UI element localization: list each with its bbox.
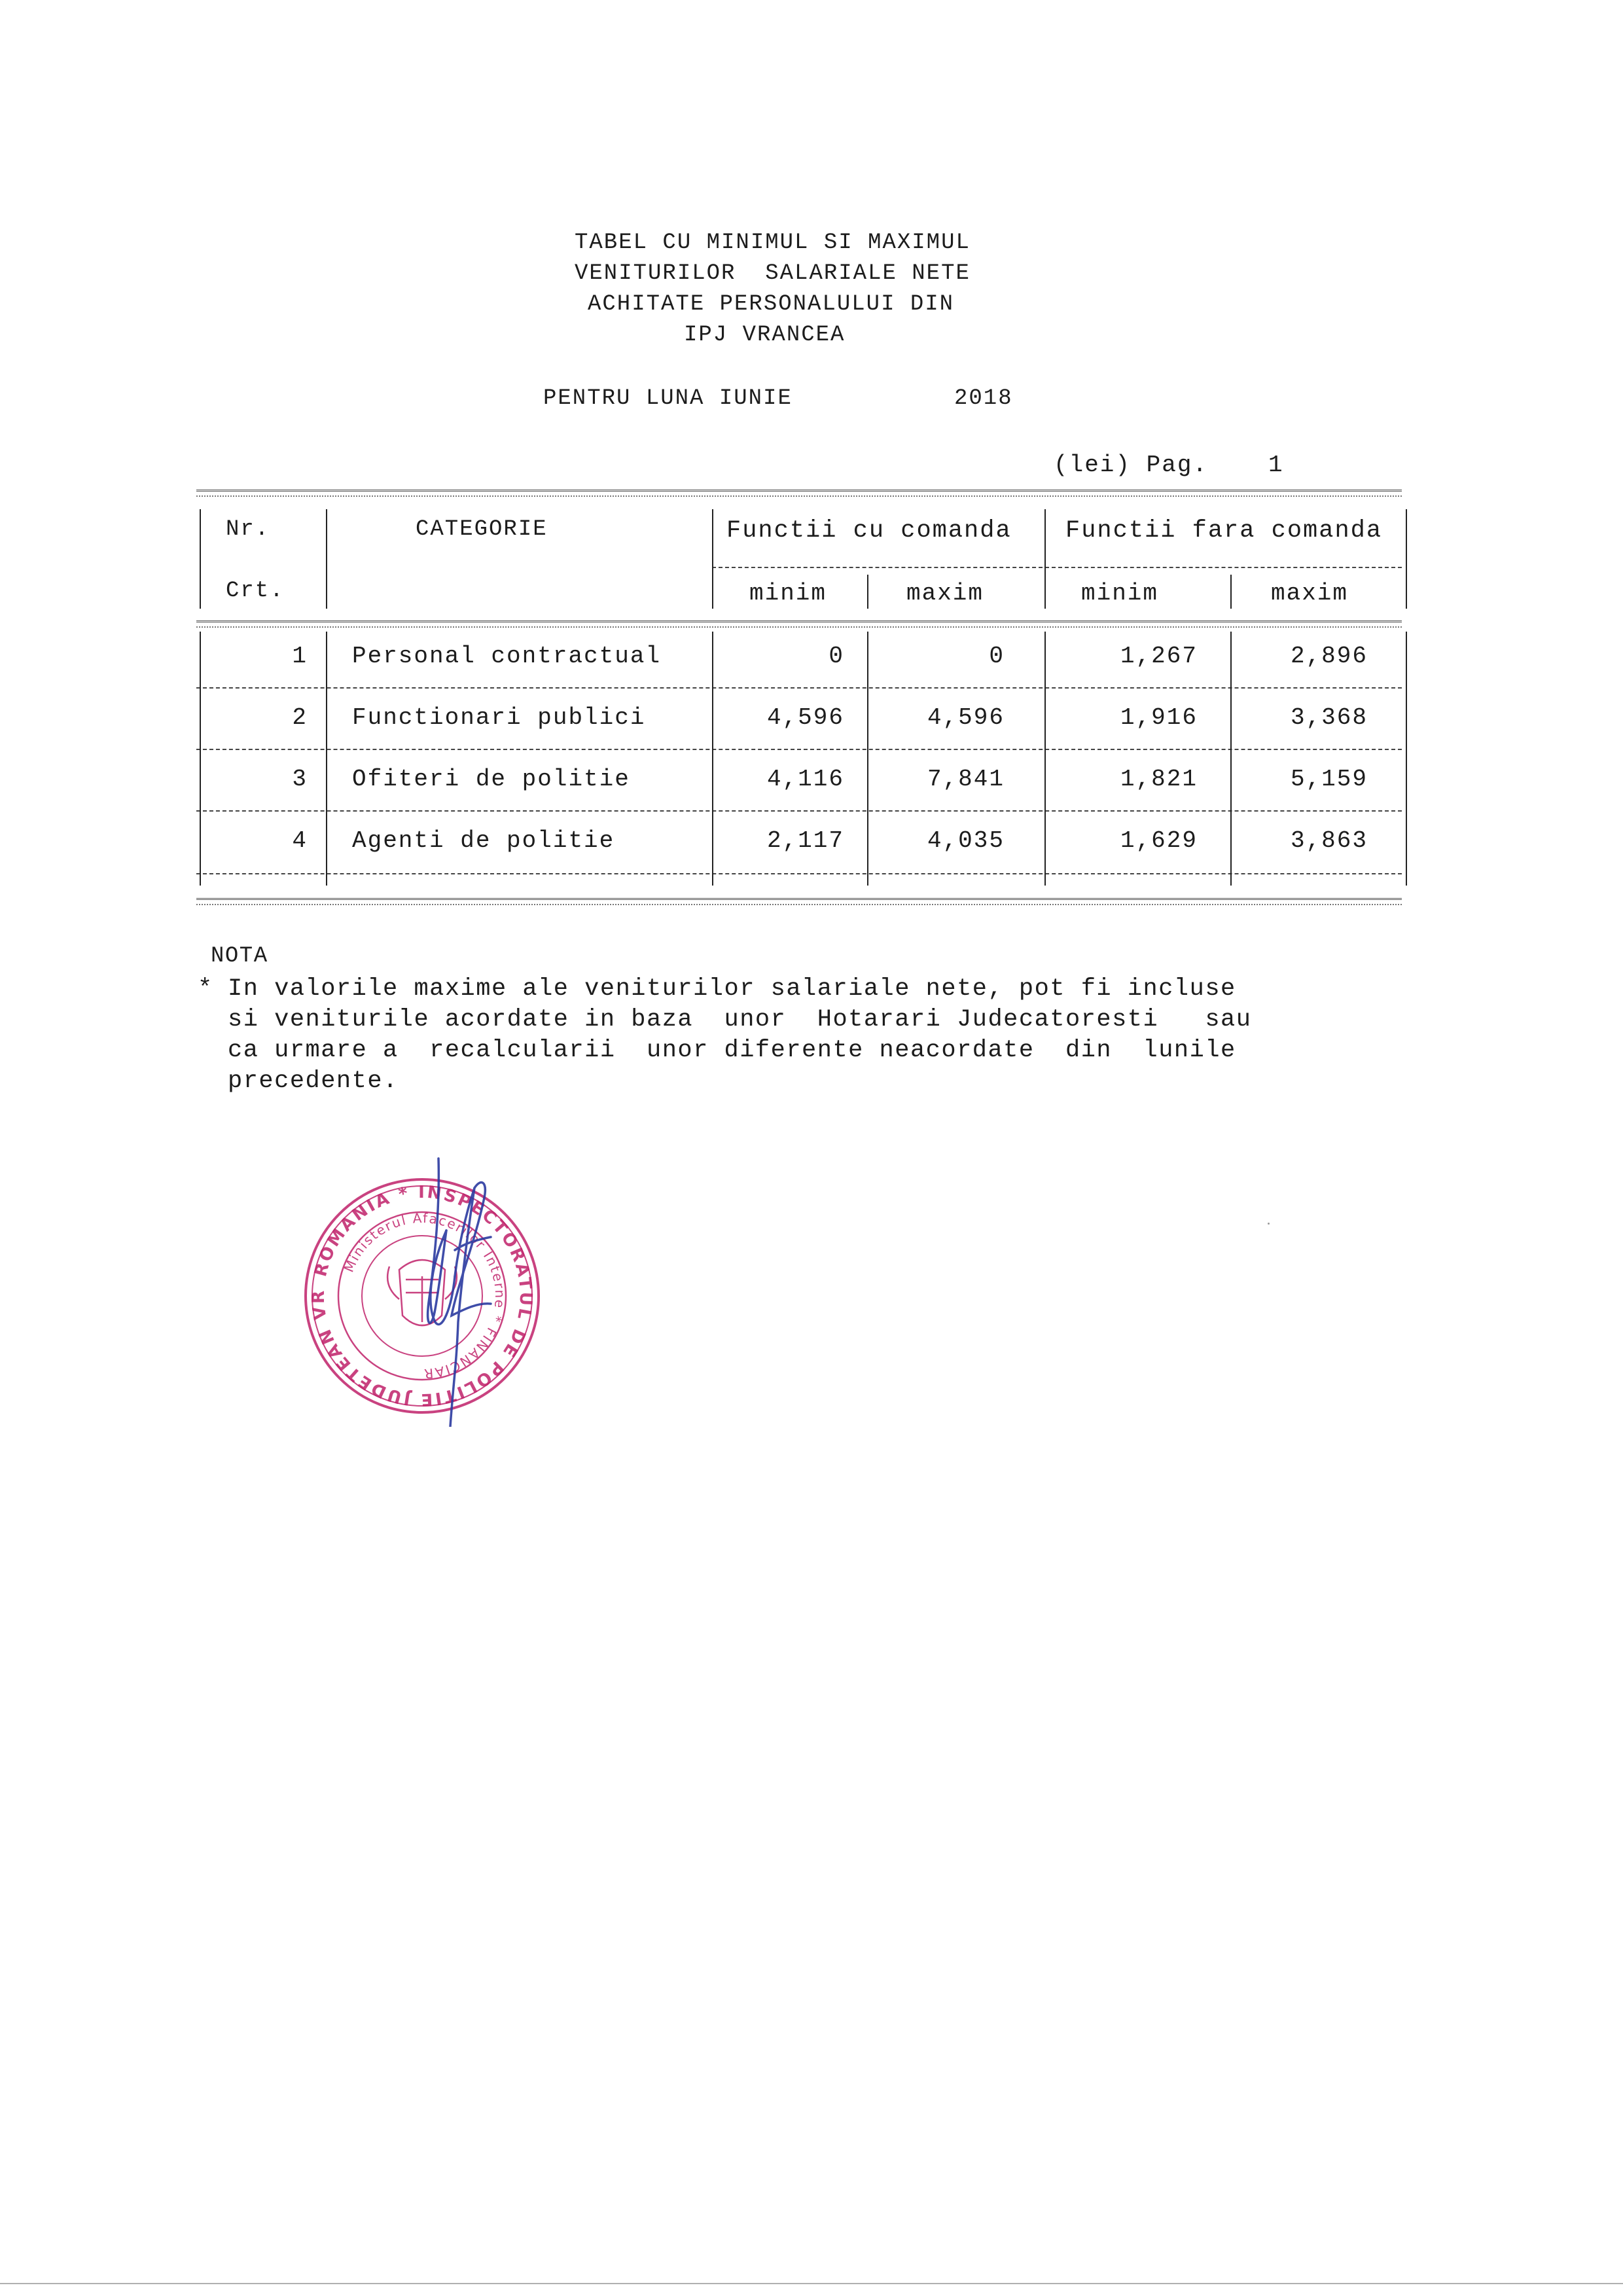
row-nr: 1	[292, 643, 308, 670]
row-cu-maxim: 0	[989, 643, 1005, 670]
header-functii-cu-comanda: Functii cu comanda	[726, 517, 1012, 545]
header-category: CATEGORIE	[416, 517, 548, 542]
header-bottom-rule	[196, 620, 1402, 628]
page-number: 1	[1268, 452, 1284, 478]
row-fara-minim: 1,821	[1120, 766, 1198, 793]
table-bottom-rule	[196, 898, 1402, 905]
note-line-4: precedente.	[228, 1067, 399, 1095]
row-nr: 2	[292, 704, 308, 731]
header-cu-minim: minim	[749, 580, 827, 607]
row-nr: 3	[292, 766, 308, 793]
scan-dot	[1268, 1223, 1270, 1225]
row-fara-minim: 1,267	[1120, 643, 1198, 670]
row-cu-minim: 4,596	[766, 704, 844, 731]
note-line-3: ca urmare a recalcularii unor diferente neacordate din lunile	[228, 1037, 1236, 1064]
row-category: Personal contractual	[352, 643, 662, 670]
col-separator	[1406, 632, 1407, 886]
row-cu-maxim: 4,596	[927, 704, 1005, 731]
row-cu-maxim: 4,035	[927, 827, 1005, 854]
col-separator	[200, 632, 201, 886]
title-line-4: IPJ VRANCEA	[684, 323, 846, 348]
row-divider-3	[196, 810, 1402, 812]
note-bullet: *	[198, 975, 213, 1003]
row-category: Ofiteri de politie	[352, 766, 630, 793]
row-fara-maxim: 5,159	[1290, 766, 1368, 793]
row-category: Functionari publici	[352, 704, 646, 731]
title-line-1: TABEL CU MINIMUL SI MAXIMUL	[575, 230, 971, 255]
period-label: PENTRU LUNA IUNIE	[543, 386, 793, 411]
col-separator	[712, 632, 713, 886]
header-cu-maxim: maxim	[906, 580, 984, 607]
row-nr: 4	[292, 827, 308, 854]
header-fara-minim: minim	[1081, 580, 1159, 607]
row-fara-maxim: 2,896	[1290, 643, 1368, 670]
header-nr: Nr.	[226, 517, 270, 542]
row-divider-1	[196, 687, 1402, 689]
header-functii-fara-comanda: Functii fara comanda	[1065, 517, 1383, 545]
title-line-2: VENITURILOR SALARIALE NETE	[575, 261, 971, 286]
col-separator	[1044, 509, 1046, 609]
row-cu-minim: 2,117	[766, 827, 844, 854]
row-category: Agenti de politie	[352, 827, 615, 854]
row-fara-minim: 1,916	[1120, 704, 1198, 731]
col-separator	[326, 509, 327, 609]
note-line-2: si veniturile acordate in baza unor Hotarari Judecatoresti sau	[228, 1006, 1252, 1033]
row-cu-maxim: 7,841	[927, 766, 1005, 793]
col-separator	[326, 632, 327, 886]
row-cu-minim: 0	[829, 643, 844, 670]
official-stamp	[301, 1152, 543, 1427]
row-divider-2	[196, 749, 1402, 750]
svg-text:ROMANIA * INSPECTORATUL DE POL: ROMANIA * INSPECTORATUL DE POLITIE JUDETEAN VR	[308, 1182, 536, 1410]
row-divider-4	[196, 873, 1402, 874]
note-heading: NOTA	[211, 944, 268, 969]
period-year: 2018	[954, 386, 1013, 411]
col-separator	[1406, 509, 1407, 609]
col-separator	[1230, 632, 1232, 886]
row-fara-maxim: 3,368	[1290, 704, 1368, 731]
header-crt: Crt.	[226, 579, 285, 603]
row-cu-minim: 4,116	[766, 766, 844, 793]
row-fara-minim: 1,629	[1120, 827, 1198, 854]
note-line-1: In valorile maxime ale veniturilor salariale nete, pot fi incluse	[228, 975, 1236, 1003]
col-separator	[712, 509, 713, 609]
unit-page-label: (lei) Pag.	[1054, 452, 1209, 478]
svg-text:Ministerul Afacerilor Interne: Ministerul Afacerilor Interne * FINANCIAR	[340, 1210, 508, 1382]
col-separator	[867, 575, 868, 609]
title-line-3: ACHITATE PERSONALULUI DIN	[588, 292, 955, 317]
table-top-rule	[196, 490, 1402, 497]
subheader-rule	[712, 567, 1402, 568]
col-separator	[200, 509, 201, 609]
row-fara-maxim: 3,863	[1290, 827, 1368, 854]
header-fara-maxim: maxim	[1271, 580, 1349, 607]
col-separator	[867, 632, 868, 886]
scan-edge-line	[0, 2283, 1623, 2284]
col-separator	[1230, 575, 1232, 609]
col-separator	[1044, 632, 1046, 886]
